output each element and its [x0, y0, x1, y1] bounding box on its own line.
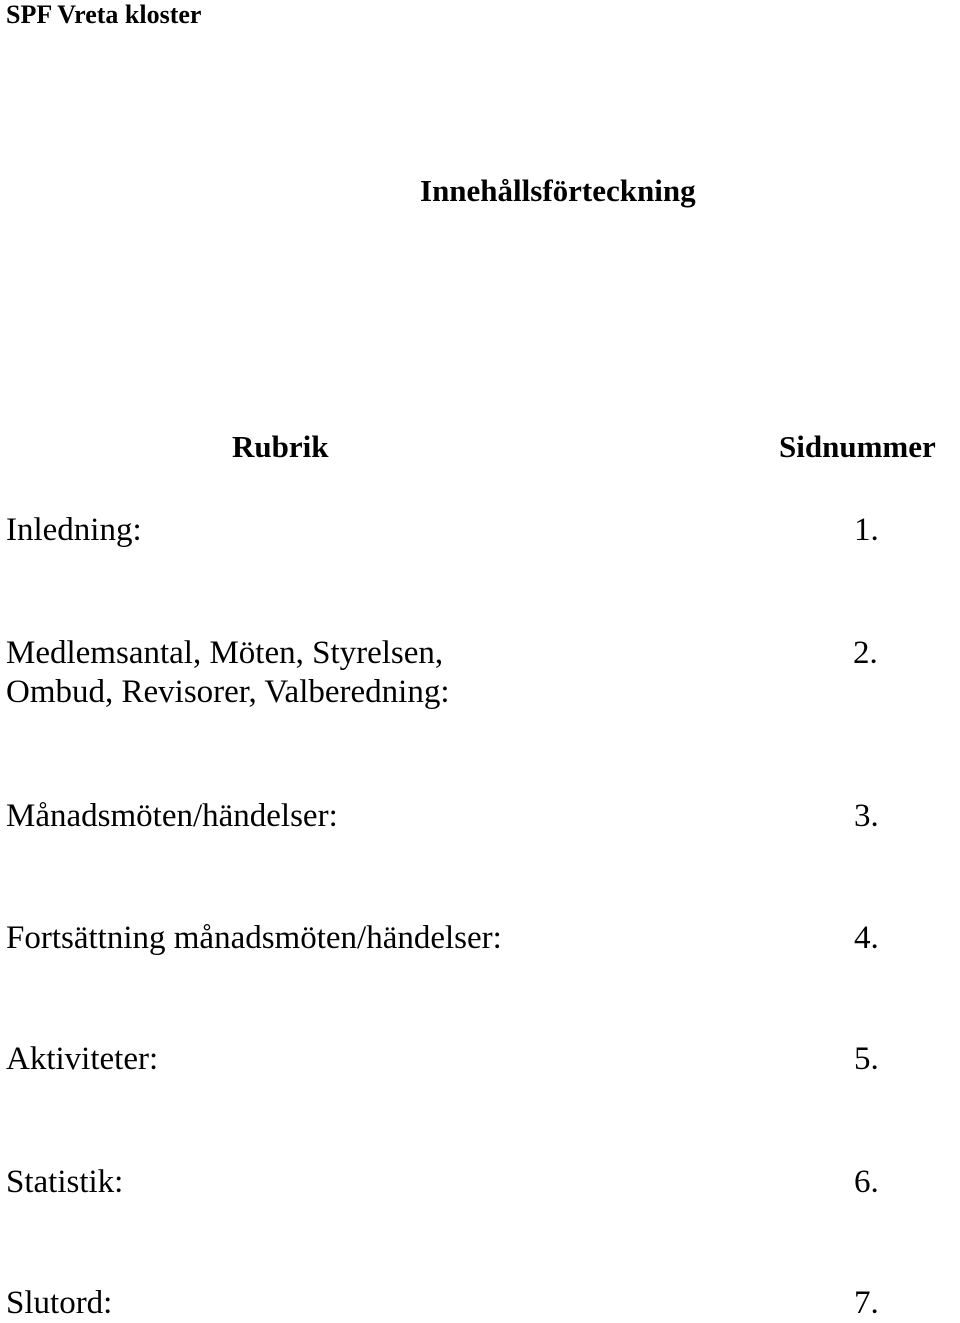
organization-name: SPF Vreta kloster: [6, 0, 202, 29]
page-title: Innehållsförteckning: [420, 173, 696, 208]
toc-entry-label-line: Statistik:: [6, 1164, 124, 1200]
toc-entry-label-line: Fortsättning månadsmöten/händelser:: [6, 920, 502, 956]
toc-entry-label: [6, 1284, 112, 1323]
toc-entry-label: [6, 1040, 158, 1079]
column-header-sidnummer: Sidnummer: [779, 429, 936, 464]
toc-entry-label: [6, 1163, 123, 1202]
toc-entry-label: [6, 797, 338, 836]
column-header-rubrik: Rubrik: [232, 429, 329, 464]
toc-entry-label-line: Månadsmöten/händelser:: [6, 798, 338, 834]
toc-entry-label-line: Aktiviteter:: [6, 1041, 159, 1077]
toc-entry-page: 1.: [854, 512, 879, 548]
toc-entry-page: 2.: [853, 635, 878, 671]
toc-entry-label: [6, 511, 142, 550]
toc-entry-page: 3.: [854, 798, 879, 834]
toc-entry-label: [6, 634, 450, 712]
toc-entry-page: 6.: [854, 1164, 879, 1200]
toc-entry-label-line: Ombud, Revisorer, Valberedning:: [6, 674, 450, 710]
toc-entry-page: 5.: [854, 1041, 879, 1077]
toc-entry-page: 7.: [854, 1285, 879, 1321]
toc-entry-label-line: Inledning:: [6, 512, 142, 548]
toc-entry-page: 4.: [854, 920, 879, 956]
toc-entry-label: [6, 919, 502, 958]
toc-entry-label-line: Slutord:: [6, 1285, 113, 1321]
toc-entry-label-line: Medlemsantal, Möten, Styrelsen,: [6, 635, 444, 671]
